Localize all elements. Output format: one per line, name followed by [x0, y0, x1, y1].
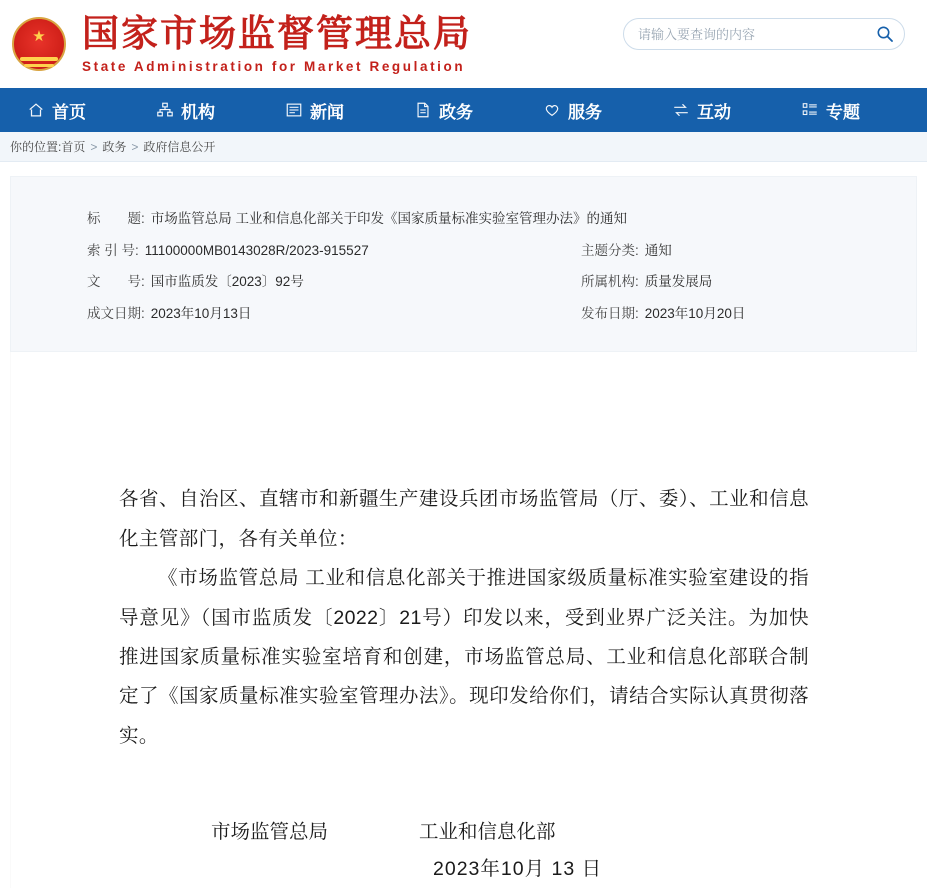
nav-item-organization[interactable] [143, 98, 228, 123]
exchange-icon [672, 101, 690, 119]
site-title-cn: 国家市场监督管理总局 [82, 13, 472, 55]
meta-row [11, 203, 916, 235]
meta-label-docnumber: 文 号: [87, 274, 145, 290]
grid-list-icon [801, 101, 819, 119]
breadcrumb-item-info-disclosure[interactable]: 政府信息公开 [143, 140, 216, 154]
meta-label-organization: 所属机构: [581, 274, 639, 290]
main-nav [0, 88, 927, 132]
national-emblem-icon: ★ [8, 13, 70, 75]
document-paragraph-main: 《市场监管总局 工业和信息化部关于推进国家级质量标准实验室建设的指导意见》（国市监质发〔2022〕21号）印发以来，受到业界广泛关注。为加快推进国家质量标准实验室培育和创建，市场监管总局、工业和信息化部联合制定了《国家质量标准实验室管理办法》。现印发给你们，请结合实际认真贯彻落实。 [119, 567, 809, 747]
meta-value-docnumber: 国市监质发〔2023〕92号 [150, 274, 304, 290]
document-icon [414, 101, 432, 119]
site-title-block [82, 14, 472, 74]
breadcrumb-item-home[interactable]: 首页 [61, 140, 86, 154]
signature-org-primary: 市场监管总局 [211, 821, 329, 843]
document-paragraph-salutation: 各省、自治区、直辖市和新疆生产建设兵团市场监管局（厅、委）、工业和信息化主管部门，各有关单位： [119, 488, 809, 550]
nav-item-label: 新闻 [310, 102, 344, 122]
nav-item-services[interactable] [530, 98, 615, 123]
org-chart-icon [156, 101, 174, 119]
search-input[interactable] [624, 27, 866, 42]
meta-value-category: 通知 [644, 242, 672, 258]
signature-date: 2023年10月 13 日 [433, 858, 603, 881]
content-area [0, 176, 927, 352]
nav-item-label: 专题 [826, 102, 860, 122]
nav-item-home[interactable] [14, 98, 99, 123]
nav-item-interaction[interactable] [659, 98, 744, 123]
site-title-en: State Administration for Market Regulation [82, 58, 466, 74]
meta-value-organization: 质量发展局 [644, 274, 713, 290]
nav-item-label: 首页 [52, 102, 86, 122]
breadcrumb-prefix: 你的位置: [10, 140, 62, 154]
heart-icon [543, 101, 561, 119]
nav-item-topics[interactable] [788, 98, 873, 123]
breadcrumb-item-government-affairs[interactable]: 政务 [102, 140, 127, 154]
document-body [0, 352, 927, 888]
search-button[interactable] [866, 19, 904, 49]
signature-org-secondary: 工业和信息化部 [419, 821, 556, 843]
meta-value-written-date: 2023年10月13日 [150, 305, 252, 321]
breadcrumb [0, 132, 927, 162]
document-meta-card [10, 176, 917, 352]
meta-row [11, 298, 916, 330]
nav-item-government-affairs[interactable] [401, 98, 486, 123]
meta-row [11, 235, 916, 267]
document-signature [119, 814, 809, 888]
meta-label-title: 标 题: [87, 211, 145, 226]
site-header [0, 0, 927, 88]
meta-value-index: 11100000MB0143028R/2023-915527 [144, 242, 369, 258]
nav-item-label: 政务 [439, 102, 473, 122]
meta-row [11, 266, 916, 298]
meta-label-index: 索 引 号: [87, 242, 139, 258]
breadcrumb-separator: > [131, 139, 139, 154]
meta-label-publish-date: 发布日期: [581, 305, 639, 321]
nav-item-news[interactable] [272, 98, 357, 123]
nav-item-label: 互动 [697, 102, 731, 122]
search-box[interactable] [623, 18, 905, 50]
breadcrumb-separator: > [90, 139, 98, 154]
meta-label-written-date: 成文日期: [87, 305, 145, 321]
meta-value-title: 市场监管总局 工业和信息化部关于印发《国家质量标准实验室管理办法》的通知 [150, 211, 628, 226]
home-icon [27, 101, 45, 119]
nav-item-label: 服务 [568, 102, 602, 122]
search-icon [876, 25, 894, 43]
nav-item-label: 机构 [181, 102, 215, 122]
news-icon [285, 101, 303, 119]
meta-label-category: 主题分类: [581, 242, 639, 258]
meta-value-publish-date: 2023年10月20日 [644, 305, 746, 321]
